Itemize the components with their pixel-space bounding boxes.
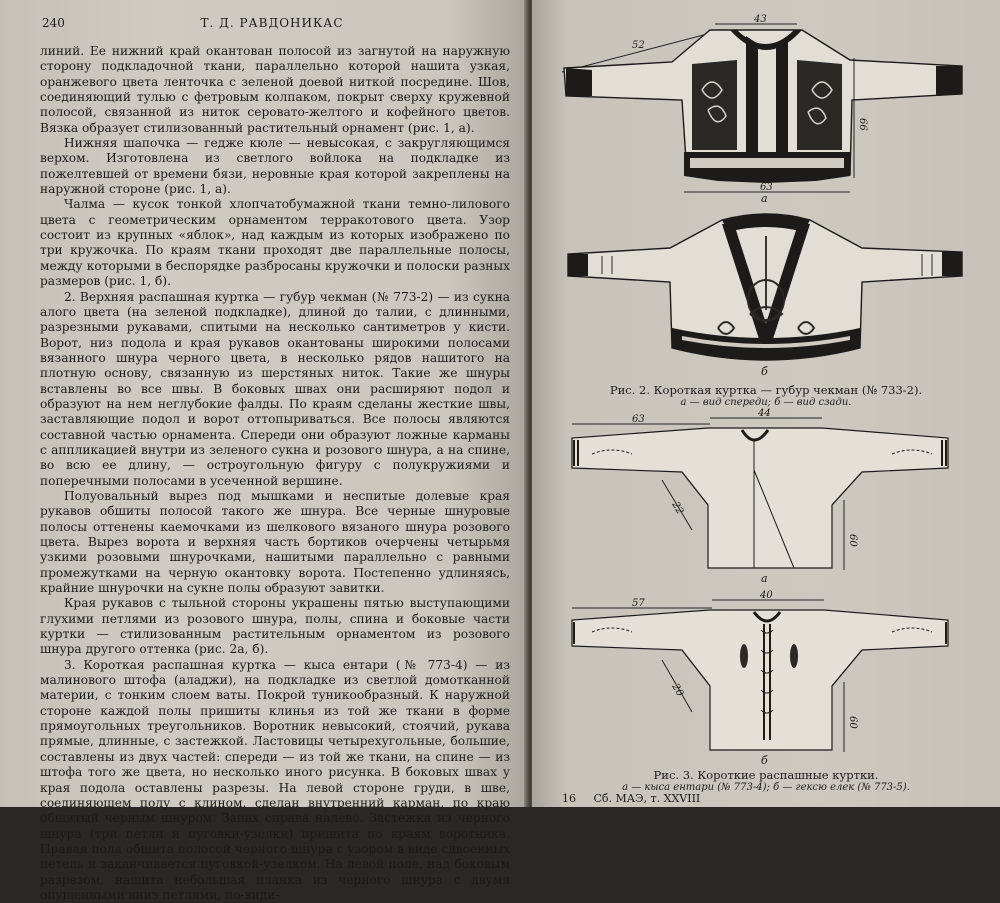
figure-letter: б (761, 365, 768, 378)
figure-2-caption (532, 383, 1000, 408)
signature-text: Сб. МАЭ, т. XXVIII (593, 792, 701, 805)
jacket-back-drawing (532, 210, 1000, 380)
dimension-label: 63 (632, 414, 645, 425)
dimension-label: 57 (632, 598, 645, 609)
page-number: 240 (42, 16, 65, 30)
paragraph: Чалма — кусок тонкой хлопчатобумажной ткани темно-лилового цвета с геометрическим орнаментом терракотового цвета. Узор состоит из крупных «яблок», над каждым из которых изображено по три кружочка. По краям ткани проходят две параллельные полосы, между которыми в беспорядке разбросаны кружочки и полоски разных размеров (рис. 1, б). (40, 197, 510, 289)
figure-letter: а (761, 192, 768, 205)
dimension-label: 44 (758, 408, 771, 419)
dimension-label: 66 (857, 118, 868, 131)
dimension-label: 60 (847, 534, 858, 547)
dimension-label: 60 (847, 716, 858, 729)
signature-footer (562, 792, 714, 805)
dimension-label: 20 (669, 682, 686, 699)
caption-subtitle: а — вид спереди; б — вид сзади. (680, 397, 852, 408)
dimension-label: 22 (669, 500, 686, 517)
jacket-front-drawing (532, 0, 1000, 205)
caption-title: Рис. 3. Короткие распашные куртки. (653, 768, 879, 782)
paragraph: Края рукавов с тыльной стороны украшены пятью выступающими глухими петлями из розового шнура, полы, спина и боковые части куртки — стилизованным растительным орнаментом из розового шнура другого оттенка (рис. 2а, б). (40, 596, 510, 657)
caption-subtitle: а — кыса ентари (№ 773-4); б — гексю елек (№ 773-5). (622, 782, 910, 793)
dimension-label: 52 (632, 40, 645, 51)
paragraph: 3. Короткая распашная куртка — кыса ентари (№ 773-4) — из малинового штофа (аладжи), на подкладке из светлой домотканной материи, с тонким слоем ваты. Покрой туникообразный. К наружной стороне каждой полы пришиты клинья из той же ткани в форме прямоугольных треугольников. Воротник невысокий, стоячий, рукава прямые, длинные, с застежкой. Ластовицы четырехугольные, большие, составлены из двух частей: спереди — из той же ткани, на спине — из штофа того же цвета, но несколько иного рисунка. В боковых швах у края подола оставлены разрезы. На левой стороне груди, в шве, соединяющем полу с клином, сделан внутренний карман, по краю обшитый черным шнуром. Запах справа налево. Застежка из черного шнура (три петли и пуговки-узелки) пришита по краям воротника. Правая пола обшита полосой черного шнура с узором в виде сдвоенных петель и заканчивается пуговкой-узелком. На левой поле, над боковым разрезом, нашита небольшая планка из черного шнура с двумя опущенными вниз петлями, по-види- (40, 657, 510, 902)
dimension-label: 40 (760, 590, 773, 601)
paragraph: линий. Ее нижний край окантован полосой из загнутой на наружную сторону подкладочной ткани, параллельно которой нашита узкая, оранжевого цвета ленточка с зеленой доевой ниткой посредине. Шов, соединяющий тулью с фетровым колпаком, покрыт сверху кружевной полосой, связанной из ниток серовато-желтого и кофейного цветов. Вязка образует стилизованный растительный орнамент (рис. 1, а). (40, 44, 510, 135)
figure-2b (532, 210, 1000, 380)
jacket-pattern-a-drawing (532, 410, 1000, 588)
figure-3-caption (532, 768, 1000, 793)
dimension-label: 63 (760, 182, 773, 193)
body-text (40, 44, 510, 903)
dimension-label: 43 (754, 14, 767, 25)
paragraph: Нижняя шапочка — гедже кюле — невысокая, с закругляющимся верхом. Изготовлена из светлого войлока на подкладке из пожелтевшей от времени бязи, неровные края которой закреплены на наружной стороне (рис. 1, а). (40, 136, 510, 197)
figure-3a (532, 410, 1000, 588)
figure-2a (532, 0, 1000, 205)
running-head (42, 16, 502, 32)
paragraph: 2. Верхняя распашная куртка — губур чекман (№ 773-2) — из сукна алого цвета (на зеленой подкладке), длиной до талии, с длинными, разрезными рукавами, спитыми на несколько сантиметров у кисти. Ворот, низ подола и края рукавов окантованы широкими полосами вязанного шнура черного цвета, в несколько рядов нашитого на плотную основу, связанную из шерстяных ниток. Такие же шнуры вставлены во все швы. В боковых швах они расширяют подол и образуют на нем неглубокие фалды. По краям сделаны жесткие швы, заставляющие подол и ворот оттопыриваться. Все полосы являются составной частью орнамента. Спереди они образуют ложные карманы с аппликацией внутри из зеленого сукна и розового шнура, а на спине, во всю ее длину, — остроугольную фигуру с полукружиями и поперечными полосами в усеченной вершине. (40, 289, 510, 488)
figure-letter: а (761, 572, 768, 585)
figure-letter: б (761, 754, 768, 767)
figure-3b (532, 590, 1000, 768)
paragraph: Полуовальный вырез под мышками и неспитые долевые края рукавов обшиты полосой такого же шнура. Все черные шнуровые полосы оттенены каемочками из шелкового вязаного шнура розового цвета. Вырез ворота и верхняя часть бортиков очерчены четырьмя узкими розовыми шнурочками, нашитыми параллельно с равными промежутками на черную окантовку ворота. Постепенно удлиняясь, крайние шнурочки на сукне полы образуют завитки. (40, 488, 510, 596)
jacket-pattern-b-drawing (532, 590, 1000, 768)
caption-title: Рис. 2. Короткая куртка — губур чекман (№ 733-2). (609, 383, 923, 397)
running-head-title: Т. Д. РАВДОНИКАС (200, 16, 344, 30)
signature-number: 16 (562, 792, 576, 805)
right-page (532, 0, 1000, 807)
